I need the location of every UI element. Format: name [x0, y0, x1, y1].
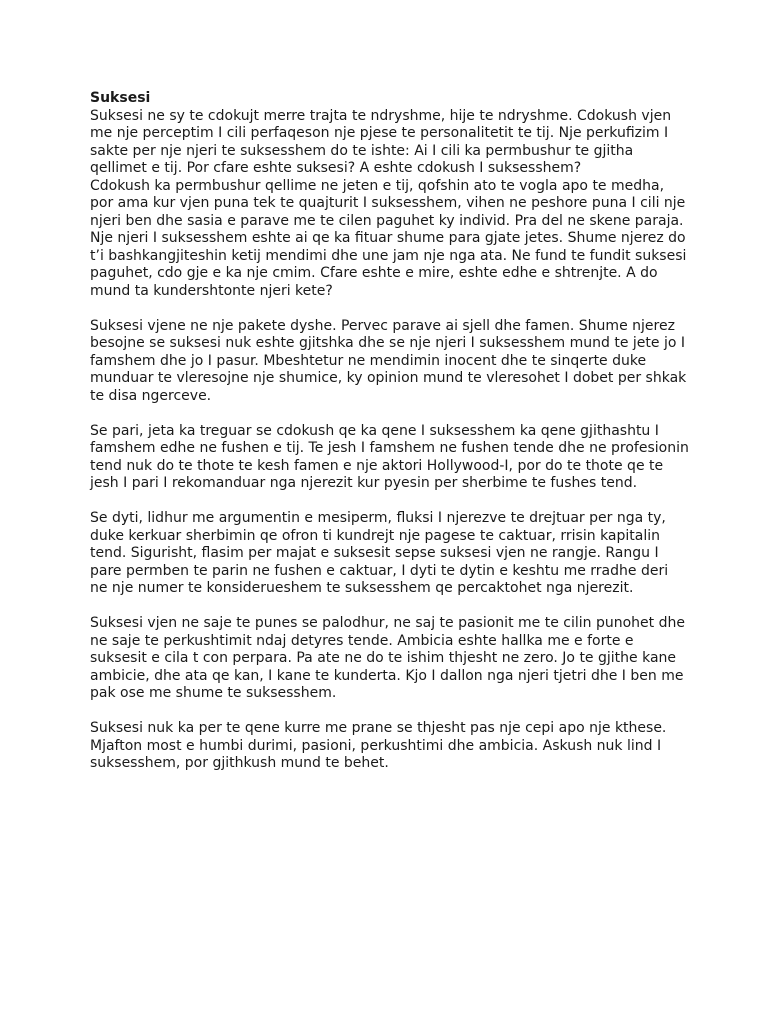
- paragraph-2: Suksesi vjene ne nje pakete dyshe. Pervec parave ai sjell dhe famen. Shume njerez besojne se suksesi nuk eshte gjitshka dhe se nje njeri I suksesshem mund te jete jo I famshem dhe jo I pasur. Mbeshtetur ne mendimin inocent dhe te sinqerte duke munduar te vleresojne nje shumice, ky opinion mund te vleresohet I dobet per shkak te disa ngerceve.: [90, 317, 687, 404]
- paragraph-3: Se pari, jeta ka treguar se cdokush qe ka qene I suksesshem ka qene gjithashtu I famshem edhe ne fushen e tij. Te jesh I famshem ne fushen tende dhe ne profesionin tend nuk do te thote te kesh famen e nje aktori Hollywood-I, por do te thote qe te jesh I pari I rekomanduar nga njerezit kur pyesin per sherbime te fushes tend.: [90, 422, 689, 491]
- document-page: [90, 90, 690, 790]
- paragraph-1: Suksesi ne sy te cdokujt merre trajta te ndryshme, hije te ndryshme. Cdokush vjen me nje perceptim I cili perfaqeson nje pjese te personalitetit te tij. Nje perkufizim I sakte per nje njeri te suksesshem do te ishte: Ai I cili ka permbushur te gjitha qellimet e tij. Por cfare eshte suksesi? A eshte cdokush I suksesshem? Cdokush ka permbushur qellime ne jeten e tij, qofshin ato te vogla apo te medha, por ama kur vjen puna tek te quajturit I suksesshem, vihen ne peshore puna I cili nje njeri ben dhe sasia e parave me te cilen paguhet ky individ. Pra del ne skene paraja. Nje njeri I suksesshem eshte ai qe ka fituar shume para gjate jetes. Shume njerez do t’i bashkangjiteshin ketij mendimi dhe une jam nje nga ata. Ne fund te fundit suksesi paguhet, cdo gje e ka nje cmim. Cfare eshte e mire, eshte edhe e shtrenjte. A do mund ta kundershtonte njeri kete?: [90, 107, 687, 299]
- paragraph-4: Se dyti, lidhur me argumentin e mesiperm, fluksi I njerezve te drejtuar per nga ty, duke kerkuar sherbimin qe ofron ti kundrejt nje pagese te caktuar, rrisin kapitalin tend. Sigurisht, flasim per majat e suksesit sepse suksesi vjen ne rangje. Rangu I pare permben te parin ne fushen e caktuar, I dyti te dytin e keshtu me rradhe deri ne nje numer te konsiderueshem te suksesshem qe percaktohet nga njerezit.: [90, 510, 669, 596]
- paragraph-6: Suksesi nuk ka per te qene kurre me prane se thjesht pas nje cepi apo nje kthese. Mjafton most e humbi durimi, pasioni, perkushtimi dhe ambicia. Askush nuk lind I suksesshem, por gjithkush mund te behet.: [90, 720, 667, 771]
- paragraph-5: Suksesi vjen ne saje te punes se palodhur, ne saj te pasionit me te cilin punohet dhe ne saje te perkushtimit ndaj detyres tende. Ambicia eshte hallka me e forte e suksesit e cila t con perpara. Pa ate ne do te ishim thjesht ne zero. Jo te gjithe kane ambicie, dhe ata qe kan, I kane te kunderta. Kjo I dallon nga njeri tjetri dhe I ben me pak ose me shume te suksesshem.: [90, 615, 685, 701]
- document-title: Suksesi: [90, 90, 151, 106]
